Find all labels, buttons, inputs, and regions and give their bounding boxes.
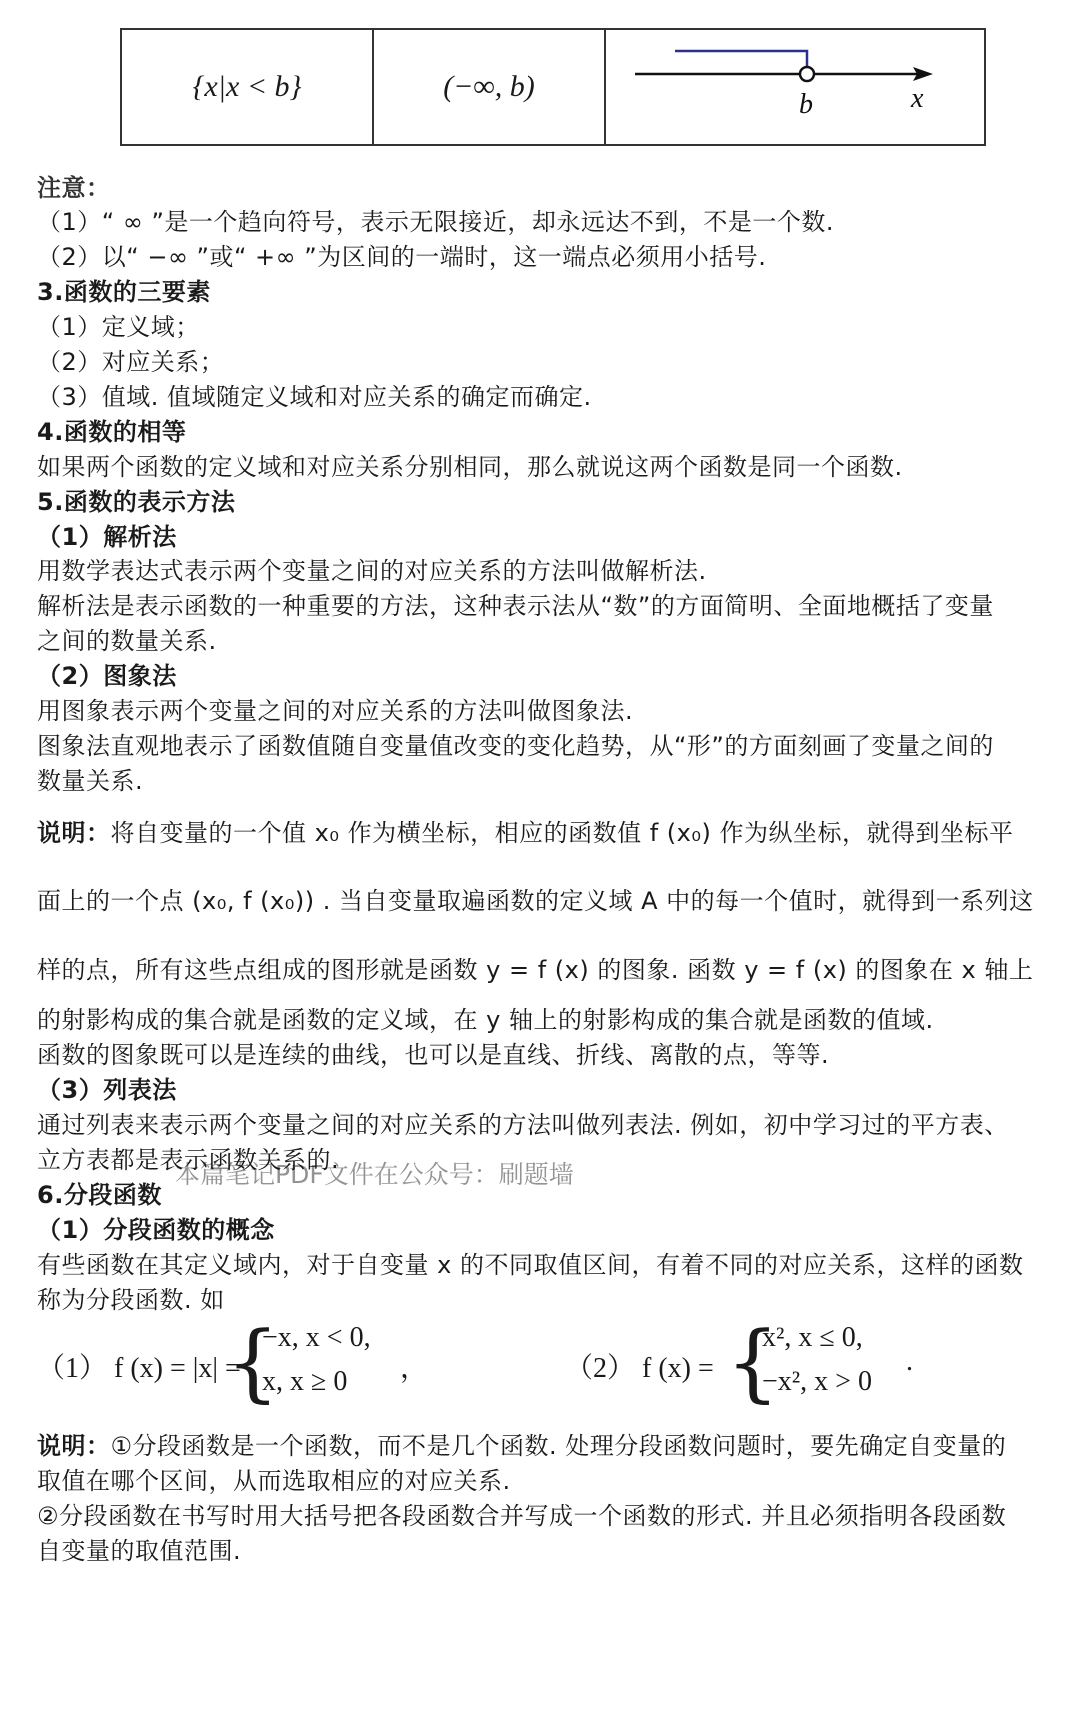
para-6a: 有些函数在其定义域内，对于自变量 x 的不同取值区间，有着不同的对应关系，这样的函数 [37,1251,1024,1279]
heading-5-1: （1）解析法 [37,523,177,551]
item-3-3: （3）值域. 值域随定义域和对应关系的确定而确定. [37,383,592,411]
open-endpoint [800,67,814,81]
explain-line-4: 的射影构成的集合就是函数的定义域，在 y 轴上的射影构成的集合就是函数的值域. [37,1006,934,1034]
summary-line-1 [37,1428,1006,1464]
summary-label: 说明： [37,1432,111,1460]
para-5-3b: 立方表都是表示函数关系的. [37,1146,340,1174]
para-6b: 称为分段函数. 如 [37,1286,225,1314]
fn2-brace: { [726,1313,780,1411]
explain-text-1: 将自变量的一个值 x₀ 作为横坐标，相应的函数值 f (x₀) 作为纵坐标，就得到坐标平 [110,819,1014,847]
point-label-b: b [799,89,813,120]
note-1: （1）“ ∞ ”是一个趋向符号，表示无限接近，却永远达不到，不是一个数. [37,208,835,236]
para-5-2c: 数量关系. [37,767,144,795]
fn2-case-2: −x², x > 0 [762,1366,872,1397]
fn1-brace: { [226,1313,280,1411]
note-2: （2）以“ −∞ ”或“ +∞ ”为区间的一端时，这一端点必须用小括号. [37,243,767,271]
explain-line-2: 面上的一个点 (x₀, f (x₀)) . 当自变量取遍函数的定义域 A 中的每一个值时，就得到一系列这 [37,887,1034,915]
summary-text-1: ①分段函数是一个函数，而不是几个函数. 处理分段函数问题时，要先确定自变量的 [110,1432,1007,1460]
heading-5-2: （2）图象法 [37,662,177,690]
para-4: 如果两个函数的定义域和对应关系分别相同，那么就说这两个函数是同一个函数. [37,453,903,481]
note-title: 注意： [37,174,111,202]
set-notation: {x|x < b} [192,70,302,103]
heading-6-1: （1）分段函数的概念 [37,1216,275,1244]
fn1-case-1: −x, x < 0, [262,1322,371,1353]
para-5-1a: 用数学表达式表示两个变量之间的对应关系的方法叫做解析法. [37,557,707,585]
heading-5: 5.函数的表示方法 [37,488,236,516]
explain-label: 说明： [37,819,111,847]
summary-line-4: 自变量的取值范围. [37,1537,242,1565]
para-5-1b: 解析法是表示函数的一种重要的方法，这种表示法从“数”的方面简明、全面地概括了变量 [37,592,994,620]
interval-table [120,28,986,146]
explain-line-1 [37,815,1013,851]
number-line-diagram [607,31,959,143]
heading-3: 3.函数的三要素 [37,278,211,306]
para-5-1c: 之间的数量关系. [37,627,217,655]
para-5-2a: 用图象表示两个变量之间的对应关系的方法叫做图象法. [37,697,634,725]
interval-ray [675,51,807,67]
heading-6: 6.分段函数 [37,1181,162,1209]
heading-5-3: （3）列表法 [37,1076,177,1104]
item-3-2: （2）对应关系； [37,348,225,376]
watermark: 本篇笔记PDF文件在公众号：刷题墙 [175,1160,574,1189]
set-notation-cell [121,29,373,145]
fn2-lhs: （2） f (x) = [565,1353,714,1384]
fn1-lhs: （1） f (x) = |x| = [37,1353,241,1384]
fn1-tail: ， [400,1353,429,1384]
fn2-tail: . [906,1346,913,1377]
explain-line-5: 函数的图象既可以是连续的曲线，也可以是直线、折线、离散的点，等等. [37,1041,830,1069]
summary-line-2: 取值在哪个区间，从而选取相应的对应关系. [37,1467,511,1495]
interval-notation: (−∞, b) [443,70,535,103]
number-line-cell [605,29,985,145]
fn1-case-2: x, x ≥ 0 [262,1366,348,1397]
interval-notation-cell [373,29,605,145]
para-5-3a: 通过列表来表示两个变量之间的对应关系的方法叫做列表法. 例如，初中学习过的平方表、 [37,1111,1009,1139]
heading-4: 4.函数的相等 [37,418,187,446]
explain-line-3: 样的点，所有这些点组成的图形就是函数 y = f (x) 的图象. 函数 y = f (x) 的图象在 x 轴上 [37,956,1034,984]
axis-label-x: x [911,83,924,114]
summary-line-3: ②分段函数在书写时用大括号把各段函数合并写成一个函数的形式. 并且必须指明各段函数 [37,1502,1007,1530]
item-3-1: （1）定义域； [37,313,200,341]
table-row [121,29,985,145]
fn2-case-1: x², x ≤ 0, [762,1322,863,1353]
para-5-2b: 图象法直观地表示了函数值随自变量值改变的变化趋势，从“形”的方面刻画了变量之间的 [37,732,994,760]
